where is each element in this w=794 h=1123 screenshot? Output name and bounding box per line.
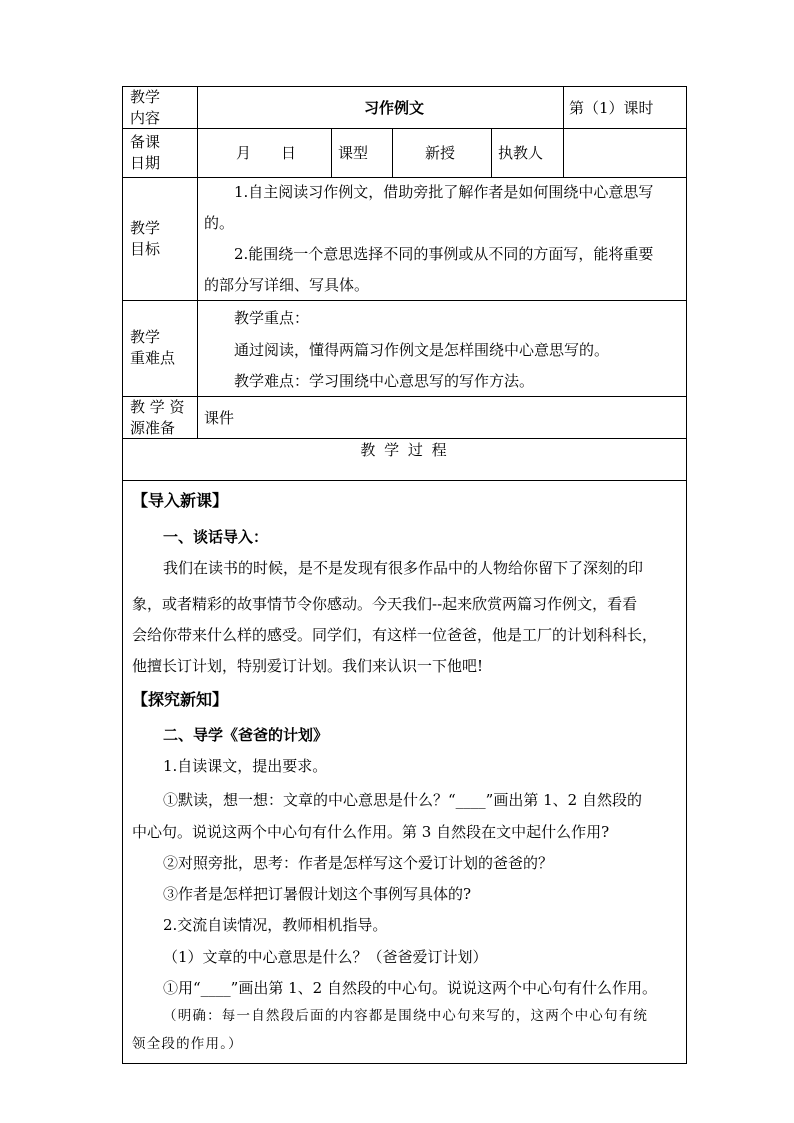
section-heading: 【导入新课】 bbox=[132, 491, 229, 510]
list-item: ③作者是怎样把订暑假计划这个事例写具体的? bbox=[163, 885, 472, 903]
table-right-border bbox=[686, 86, 687, 1064]
list-item: 中心句。说说这两个中心句有什么作用。第 3 自然段在文中起什么作用? bbox=[132, 823, 610, 841]
lesson-type-value: 新授 bbox=[425, 144, 456, 162]
table-bottom-border bbox=[122, 1063, 687, 1064]
row-divider bbox=[122, 480, 687, 481]
col-divider bbox=[392, 128, 393, 178]
table-top-border bbox=[122, 86, 687, 87]
sub-heading: 一、谈话导入： bbox=[163, 528, 269, 546]
prep-date-label: 备课 日期 bbox=[130, 133, 161, 172]
goal-line: 的。 bbox=[204, 214, 235, 232]
col-divider bbox=[197, 86, 198, 438]
col-divider bbox=[563, 86, 564, 129]
goal-line: 2.能围绕一个意思选择不同的事例或从不同的方面写，能将重要 bbox=[234, 245, 654, 263]
lesson-time: 第（1）课时 bbox=[569, 99, 654, 117]
list-item: 2.交流自读情况，教师相机指导。 bbox=[163, 916, 388, 934]
goal-line: 1.自主阅读习作例文，借助旁批了解作者是如何围绕中心意思写 bbox=[234, 183, 654, 201]
row-divider bbox=[122, 128, 687, 129]
list-item: ①用“____”画出第 1、2 自然段的中心句。说说这两个中心句有什么作用。 bbox=[163, 979, 657, 997]
goals-label: 教学 目标 bbox=[130, 219, 161, 258]
paragraph-line: 会给你带来什么样的感受。同学们，有这样一位爸爸，他是工厂的计划科科长， bbox=[132, 626, 658, 644]
paragraph-line: 他擅长订计划，特别爱订计划。我们来认识一下他吧! bbox=[132, 657, 484, 675]
process-heading: 教 学 过 程 bbox=[360, 441, 449, 459]
col-divider bbox=[491, 128, 492, 178]
goal-line: 的部分写详细、写具体。 bbox=[204, 276, 370, 294]
key-point-line: 教学重点： bbox=[234, 309, 310, 327]
list-item: 1.自读课文，提出要求。 bbox=[163, 757, 328, 775]
table-left-border bbox=[122, 86, 123, 1064]
resources-label: 教 学 资 源准备 bbox=[130, 398, 185, 437]
key-point-line: 教学难点：学习围绕中心意思写的写作方法。 bbox=[234, 372, 535, 390]
list-item: ②对照旁批，思考：作者是怎样写这个爱订计划的爸爸的？ bbox=[163, 854, 554, 872]
key-point-line: 通过阅读，懂得两篇习作例文是怎样围绕中心意思写的。 bbox=[234, 341, 610, 359]
list-item: （1）文章的中心意思是什么？（爸爸爱订计划） bbox=[163, 948, 488, 966]
teacher-label: 执教人 bbox=[498, 144, 544, 162]
section-heading: 【探究新知】 bbox=[132, 690, 229, 709]
note-line: （明确：每一自然段后面的内容都是围绕中心句来写的，这两个中心句有统 bbox=[163, 1008, 649, 1024]
col-divider bbox=[331, 128, 332, 178]
content-label: 教学 内容 bbox=[130, 88, 161, 127]
paragraph-line: 我们在读书的时候，是不是发现有很多作品中的人物给你留下了深刻的印 bbox=[163, 559, 644, 577]
lesson-title: 习作例文 bbox=[364, 99, 425, 117]
list-item: ①默读，想一想：文章的中心意思是什么？“____”画出第 1、2 自然段的 bbox=[163, 791, 642, 809]
paragraph-line: 象，或者精彩的故事情节令你感动。今天我们--起来欣赏两篇习作例文，看看 bbox=[132, 595, 638, 613]
resources-value: 课件 bbox=[204, 409, 235, 427]
prep-date-value: 月 日 bbox=[236, 144, 297, 162]
key-points-label: 教学 重难点 bbox=[130, 328, 176, 367]
sub-heading: 二、导学《爸爸的计划》 bbox=[163, 726, 329, 744]
lesson-type-label: 课型 bbox=[338, 144, 369, 162]
note-line: 领全段的作用。） bbox=[132, 1036, 243, 1052]
row-divider bbox=[122, 438, 687, 439]
col-divider bbox=[563, 128, 564, 178]
